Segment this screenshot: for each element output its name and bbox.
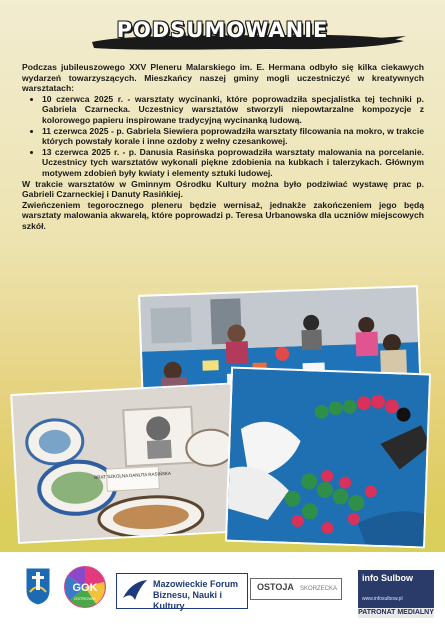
- gok-circle-icon: [64, 566, 106, 608]
- bird-icon: [121, 578, 149, 604]
- patronat-label: PATRONAT MEDIALNY: [358, 609, 434, 616]
- painted-plates-icon: [12, 384, 247, 544]
- plates-photo: [10, 382, 248, 544]
- closing-paragraph: Zwieńczeniem tegorocznego pleneru będzie wernisaż, jednakże zakończeniem jego będą warsztaty malowania akwarelą, które poprowadzi p. Teresa Urbanowska dla uczniów miejscowych szkół.: [22, 199, 424, 231]
- ostoja-sub: SKORZECKA: [300, 586, 338, 592]
- list-item: • 13 czerwca 2025 r. - p. Danusia Rasińska poprowadziła warsztaty malowania na porcelanie. Uczestnicy tych warsztatów wykonali piękne zdobienia na kubkach i talerzykach. Głównym motywem zdobień były kwiaty i elementy sztuki ludowej.: [42, 147, 424, 179]
- list-item: • 10 czerwca 2025 r. - warsztaty wycinanki, które poprowadziła specjalistka tej techniki p. Gabriela Czarnecka. Uczestnicy warsztatów stworzyli niepowtarzalne kompozycje z kolorowego papieru inspirowane tradycyjną wycinanką ludową.: [42, 94, 424, 126]
- gok-label: GOK: [72, 582, 98, 594]
- coat-of-arms-icon: [24, 566, 52, 606]
- gok-logo: [64, 566, 106, 608]
- intro-paragraph: Podczas jubileuszowego XXV Pleneru Malarskiego im. E. Hermana odbyło się kilka ciekawych wydarzeń towarzyszących. Mieszkańcy naszej gminy mogli uczestniczyć w kreatywnych warsztatach:: [22, 62, 424, 94]
- summary-text: [22, 62, 424, 232]
- patronat-medialny-logo: [358, 570, 434, 618]
- list-item: • 11 czerwca 2025 - p. Gabriela Siewiera poprowadziła warsztaty filcowania na mokro, w trakcie których powstały korale i inne ozdoby z wełny czesankowej.: [42, 126, 424, 147]
- mazowieckie-forum-text: Mazowieckie Forum Biznesu, Nauki i Kultury: [153, 579, 239, 611]
- felt-beads-photo: [225, 367, 431, 549]
- exhibition-paragraph: W trakcie warsztatów w Gminnym Ośrodku Kultury można było podziwiać wystawę prac p. Gabrieli Czarneckiej i Danuty Rasińkiej.: [22, 178, 424, 200]
- page-title: PODSUMOWANIE: [116, 18, 329, 42]
- info-sulbow-text: info Sulbow: [362, 573, 413, 583]
- gok-sub: OSTROWIE: [74, 596, 96, 601]
- felt-beads-icon: [227, 369, 431, 549]
- ostoja-text: OSTOJA: [257, 582, 294, 592]
- info-sulbow-url: www.infosulbow.pl: [362, 596, 403, 602]
- ostoja-logo: [250, 578, 342, 600]
- plate-label: BRAT SZKOLNA DANUTA RASIŃSKA: [94, 470, 172, 480]
- workshop-list: [22, 94, 424, 179]
- title-banner: [0, 14, 445, 60]
- mazowieckie-forum-logo: [116, 573, 248, 609]
